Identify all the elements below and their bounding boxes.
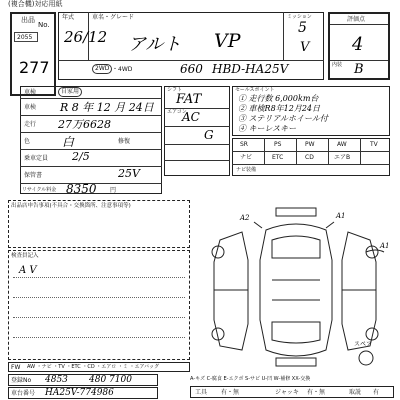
inspector-handwritten: A V xyxy=(19,265,37,276)
expiry-handwritten: R 8 年 12 月 24日 xyxy=(60,101,154,114)
divider xyxy=(13,297,185,298)
registration-row xyxy=(8,374,158,386)
header-note: (複合機)対応用紙 xyxy=(8,0,63,8)
divider xyxy=(20,166,162,167)
reg-label: 登録No xyxy=(11,377,32,384)
option-cd: CD xyxy=(305,154,314,161)
jack-label: ジャッキ xyxy=(275,389,299,396)
entry-number-box xyxy=(10,12,56,96)
voltage-label: 保管書 xyxy=(24,172,43,179)
seller-notes-box xyxy=(8,200,190,248)
expiry-label: 車検 xyxy=(24,104,37,111)
reg-handwritten: 4853 xyxy=(45,375,68,385)
divider xyxy=(164,126,230,127)
entry-no-label: No. xyxy=(38,21,50,29)
mission-sub: V xyxy=(300,40,310,55)
divider xyxy=(232,164,390,165)
interior-label: 内装 xyxy=(332,62,343,68)
inspector-box xyxy=(8,250,190,360)
score-box xyxy=(328,12,390,80)
divider xyxy=(20,149,162,150)
sales-point-label: セールスポイント xyxy=(235,87,275,93)
jack-value: 有・無 xyxy=(307,389,326,396)
score-label: 評価点 xyxy=(347,16,366,23)
navi-label: ナビ装備 xyxy=(236,167,257,173)
model-code: HBD-HA25V xyxy=(212,62,289,76)
divider xyxy=(283,12,284,60)
manual-value: 有 xyxy=(373,389,380,396)
option-etc: ETC xyxy=(272,154,284,161)
sales-point-3: ③ ステリアルホイール付 xyxy=(238,114,328,123)
sales-point-4: ④ キーレスキー xyxy=(238,124,297,133)
option-pw: PW xyxy=(305,141,315,148)
damage-legend: A-キズ C-腐食 E-エクボ S-サビ U-凹 W-補修 XX-交換 xyxy=(190,376,311,382)
lane-code-box xyxy=(14,32,38,42)
drive-2wd: 2WD xyxy=(92,64,112,74)
shift-value: FAT xyxy=(176,92,202,107)
manual-label: 取説 xyxy=(349,389,362,396)
recycle-handwritten: 8350 xyxy=(66,182,97,196)
mileage-handwritten: 27万6628 xyxy=(58,118,111,131)
car-name-handwritten: アルト xyxy=(128,34,182,55)
option-navi: ナビ xyxy=(240,154,253,161)
divider xyxy=(20,132,162,133)
mark-a1-top-right: A1 xyxy=(336,212,346,220)
year-handwritten: 26/12 xyxy=(64,28,108,46)
recycle-unit: 円 xyxy=(110,187,117,194)
divider xyxy=(13,317,185,318)
option-airbag: エアB xyxy=(334,154,351,161)
option-ps: PS xyxy=(274,141,282,148)
seller-notes-label: 出品店申告事項(不具合・交換箇所、注意事項等) xyxy=(11,203,131,209)
ac-label: エアコン xyxy=(167,109,187,115)
divider xyxy=(164,160,230,161)
chassis-handwritten: HA25V-774986 xyxy=(45,388,114,398)
spare-label: スペア xyxy=(354,341,373,348)
option-tv: TV xyxy=(370,141,378,148)
voltage-handwritten: 25V xyxy=(118,167,140,180)
capacity-label: 乗車定員 xyxy=(24,155,49,162)
mark-a2-top-left: A2 xyxy=(240,214,250,222)
chassis-label: 車台番号 xyxy=(11,390,36,397)
entry-label: 出品 xyxy=(21,16,35,24)
score-value: 4 xyxy=(352,34,364,55)
divider xyxy=(330,24,388,25)
sales-point-2: ② 車検R8年12月24日 xyxy=(238,104,321,113)
drive-4wd: ・4WD xyxy=(112,66,133,73)
fw-row xyxy=(8,362,190,372)
sales-point-1: ① 走行数 6,000km台 xyxy=(238,94,319,103)
mission-handwritten: 5 xyxy=(298,20,307,36)
divider xyxy=(13,337,185,338)
divider xyxy=(58,60,324,61)
divider xyxy=(330,60,388,61)
tools-label: 工具 xyxy=(195,389,208,396)
inspector-label: 検査員記入 xyxy=(11,253,39,259)
divider xyxy=(164,144,230,145)
model-label: 車名・グレード xyxy=(92,14,135,21)
entry-number: 277 xyxy=(19,58,50,77)
reg-extra: 480 7100 xyxy=(89,375,132,385)
repair-label: 修復 xyxy=(118,138,131,145)
year-label: 年式 xyxy=(62,14,75,21)
sub-labels: AW ・ナビ ・TV ・ETC ・CD ・エアロ ・ミ ・エアバッグ xyxy=(27,364,160,370)
fw-label: FW xyxy=(11,364,21,371)
option-aw: AW xyxy=(337,141,347,148)
grade-handwritten: VP xyxy=(214,30,241,52)
divider xyxy=(13,277,185,278)
divider xyxy=(232,151,390,152)
recycle-label: リサイクル料金 xyxy=(22,187,57,193)
shift-label: シフト xyxy=(167,87,183,93)
tools-row xyxy=(190,386,394,398)
car-diagram xyxy=(196,200,394,370)
inspection-label: 車検 xyxy=(24,89,37,96)
lane-code: 2055 xyxy=(17,34,33,41)
chassis-row xyxy=(8,387,158,399)
mark-a1-right: A1 xyxy=(380,242,390,250)
fuel-value: G xyxy=(204,128,214,142)
capacity-handwritten: 2/5 xyxy=(72,150,90,163)
ac-value: AC xyxy=(182,110,200,124)
displacement: 660 xyxy=(180,62,203,76)
interior-value: B xyxy=(354,62,364,77)
color-label: 色 xyxy=(24,138,31,145)
mileage-label: 走行 xyxy=(24,121,37,128)
color-handwritten: 白 xyxy=(62,135,75,149)
option-sr: SR xyxy=(240,141,248,148)
mission-label: ミッション xyxy=(287,14,312,20)
inspection-option: 自家用 xyxy=(58,87,82,97)
tools-value: 有・無 xyxy=(221,389,240,396)
